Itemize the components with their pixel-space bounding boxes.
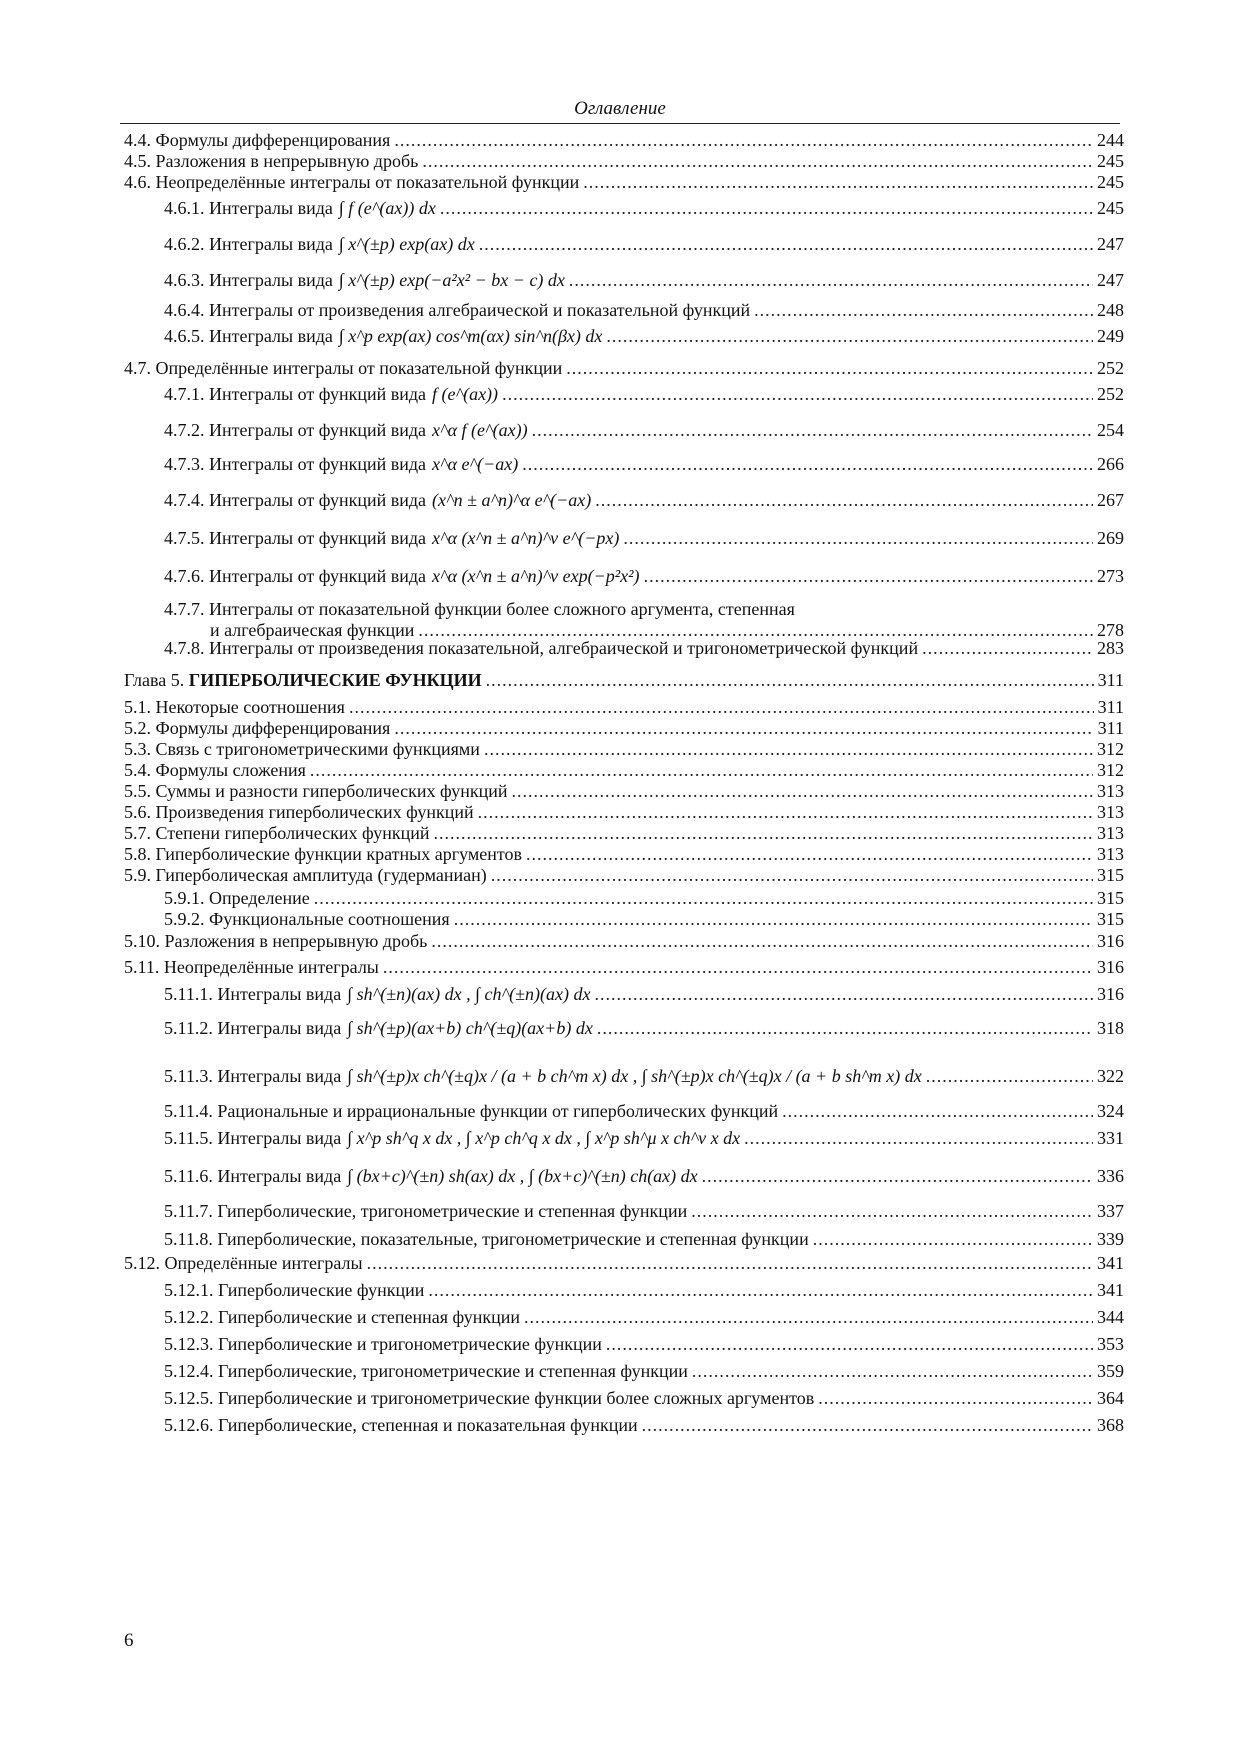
toc-entry[interactable] [164,232,1124,256]
toc-entry[interactable] [124,863,1124,887]
toc-entry-page: 331 [1097,1128,1124,1148]
toc-entry-page: 269 [1097,528,1124,548]
toc-entry-page: 311 [1097,718,1124,738]
toc-entry-title: 5.12.5. Гиперболические и тригонометрические функции более сложных аргументов [164,1388,815,1408]
toc-entry-page: 336 [1097,1166,1124,1186]
dot-leader [431,929,1093,953]
header-rule [120,123,1120,124]
toc-entry[interactable] [124,929,1124,953]
toc-entry-title: 4.7.2. Интегралы от функций вида [164,420,426,440]
toc-entry-title: 5.12.3. Гиперболические и тригонометрические функции [164,1334,602,1354]
toc-entry[interactable] [164,452,1124,476]
toc-entry-title: 4.6. Неопределённые интегралы от показательной функции [124,172,580,192]
dot-leader [566,356,1093,380]
dot-leader [594,982,1093,1006]
toc-entry[interactable] [164,382,1124,406]
toc-entry-title: 4.6.4. Интегралы от произведения алгебраической и показательной функций [164,300,751,320]
toc-entry[interactable] [164,1386,1124,1410]
toc-entry[interactable] [164,526,1124,550]
toc-entry-title: 5.11.7. Гиперболические, тригонометрические и степенная функции [164,1201,688,1221]
toc-entry-formula: ∫ x^p exp(ax) cos^m(αx) sin^n(βx) dx [338,326,603,346]
toc-entry-title: 5.10. Разложения в непрерывную дробь [124,931,428,951]
toc-entry-page: 316 [1097,931,1124,951]
toc-entry-page: 311 [1097,697,1124,717]
toc-entry[interactable] [164,564,1124,588]
toc-entry[interactable] [164,268,1124,292]
toc-entry[interactable] [164,1016,1124,1040]
dot-leader [597,1016,1093,1040]
toc-entry[interactable] [124,356,1124,380]
dot-leader [813,1227,1093,1251]
dot-leader [479,232,1093,256]
toc-entry-page: 313 [1097,844,1124,864]
toc-entry[interactable] [164,418,1124,442]
toc-entry-formula: x^α (x^n ± a^n)^ν exp(−p²x²) [432,566,640,586]
toc-entry[interactable] [164,1199,1124,1223]
toc-entry-formula: ∫ sh^(±p)x ch^(±q)x / (a + b ch^m x) dx , ∫ sh^(±p)x ch^(±q)x / (a + b sh^m x) dx [347,1066,922,1086]
toc-entry[interactable] [164,1126,1124,1150]
toc-entry-formula: ∫ f (e^(ax)) dx [338,198,436,218]
toc-entry-title: 5.12.4. Гиперболические, тригонометрические и степенная функции [164,1361,688,1381]
toc-entry[interactable] [164,324,1124,348]
dot-leader [692,1359,1093,1383]
toc-entry-page: 267 [1097,490,1124,510]
toc-entry[interactable] [164,1332,1124,1356]
toc-entry-title: 5.11.6. Интегралы вида [164,1166,342,1186]
toc-entry-page: 249 [1097,326,1124,346]
toc-entry-formula: x^α f (e^(ax)) [432,420,528,440]
toc-entry[interactable] [124,1251,1124,1275]
toc-entry[interactable] [164,1064,1124,1088]
dot-leader [922,636,1093,660]
dot-leader [583,170,1093,194]
dot-leader [754,298,1093,322]
toc-entry-title: 5.8. Гиперболические функции кратных аргументов [124,844,522,864]
toc-entry[interactable] [164,1164,1124,1188]
toc-entry[interactable] [164,982,1124,1006]
dot-leader [522,452,1093,476]
toc-entry-page: 324 [1097,1101,1124,1121]
toc-entry-title: 5.1. Некоторые соотношения [124,697,345,717]
toc-entry-formula: ∫ sh^(±n)(ax) dx , ∫ ch^(±n)(ax) dx [347,984,591,1004]
toc-entry-page: 248 [1097,300,1124,320]
toc-entry[interactable] [164,1099,1124,1123]
toc-entry-page: 252 [1097,384,1124,404]
toc-entry-page: 244 [1097,130,1124,150]
toc-entry-title: 4.7.3. Интегралы от функций вида [164,454,426,474]
dot-leader [524,1305,1093,1329]
toc-entry-page: 254 [1097,420,1124,440]
toc-entry-title: Интегралы от показательной функции более сложного аргумента, степенная [209,599,795,619]
toc-entry-formula: ∫ (bx+c)^(±n) sh(ax) dx , ∫ (bx+c)^(±n) ch(ax) dx [347,1166,698,1186]
toc-entry-title: 5.11. Неопределённые интегралы [124,957,379,977]
toc-entry-page: 247 [1097,270,1124,290]
toc-entry-formula: ∫ x^p sh^q x dx , ∫ x^p ch^q x dx , ∫ x^p sh^μ x ch^ν x dx [347,1128,741,1148]
toc-entry[interactable] [164,1305,1124,1329]
dot-leader [428,1278,1093,1302]
toc-entry[interactable] [164,1227,1124,1251]
toc-entry-page: 315 [1097,888,1124,908]
toc-entry-page: 353 [1097,1334,1124,1354]
toc-entry[interactable] [164,907,1124,931]
dot-leader [744,1126,1093,1150]
dot-leader [691,1199,1093,1223]
toc-entry-formula: x^α (x^n ± a^n)^ν e^(−px) [432,528,620,548]
toc-entry-page: 337 [1097,1201,1124,1221]
toc-entry-page: 273 [1097,566,1124,586]
page-number: 6 [124,1630,134,1651]
dot-leader [606,324,1093,348]
toc-entry[interactable] [124,955,1124,979]
chapter-number: Глава 5. [124,670,189,690]
toc-entry[interactable] [124,668,1124,692]
toc-entry-formula: f (e^(ax)) [432,384,499,404]
toc-entry-formula: ∫ sh^(±p)(ax+b) ch^(±q)(ax+b) dx [347,1018,593,1038]
dot-leader [454,907,1093,931]
toc-entry-page: 278 [1097,620,1124,640]
chapter-title: ГИПЕРБОЛИЧЕСКИЕ ФУНКЦИИ [188,670,482,690]
toc-entry-title: 4.4. Формулы дифференцирования [124,130,391,150]
toc-entry-page: 311 [1097,670,1124,690]
toc-entry-page: 368 [1097,1415,1124,1435]
toc-entry-page: 316 [1097,957,1124,977]
toc-entry-formula: x^α e^(−ax) [432,454,519,474]
dot-leader [644,564,1093,588]
toc-entry-formula: ∫ x^(±p) exp(ax) dx [338,234,475,254]
dot-leader [606,1332,1093,1356]
toc-entry-title: 5.11.4. Рациональные и иррациональные функции от гиперболических функций [164,1101,779,1121]
toc-entry-title: 4.7.4. Интегралы от функций вида [164,490,426,510]
dot-leader [367,1251,1093,1275]
toc-entry-title: 5.9.1. Определение [164,888,310,908]
toc-entry-title: 5.2. Формулы дифференцирования [124,718,391,738]
toc-entry-page: 316 [1097,984,1124,1004]
toc-entry-title: 5.11.5. Интегралы вида [164,1128,342,1148]
dot-leader [486,668,1094,692]
toc-entry-title-cont: и алгебраическая функции [210,620,415,640]
running-header: Оглавление [574,98,666,119]
toc-entry-title: 4.7.6. Интегралы от функций вида [164,566,426,586]
toc-entry-title: 5.11.1. Интегралы вида [164,984,342,1004]
toc-entry-title: 4.7.8. Интегралы от произведения показательной, алгебраической и тригонометрической функций [164,638,919,658]
toc-entry-title: 5.11.2. Интегралы вида [164,1018,342,1038]
toc-entry-page: 339 [1097,1229,1124,1249]
dot-leader [782,1099,1093,1123]
toc-entry-page: 364 [1097,1388,1124,1408]
toc-entry[interactable] [164,1278,1124,1302]
dot-leader [502,382,1093,406]
toc-entry-title: 5.6. Произведения гиперболических функций [124,802,474,822]
toc-entry[interactable] [164,298,1124,322]
toc-entry-page: 315 [1097,865,1124,885]
toc-entry[interactable] [164,196,1124,220]
toc-entry[interactable] [164,636,1124,660]
toc-entry-title: 4.6.5. Интегралы вида [164,326,333,346]
toc-entry[interactable] [164,1359,1124,1383]
toc-entry-title: 5.11.8. Гиперболические, показательные, тригонометрические и степенная функции [164,1229,809,1249]
toc-entry-title: 5.9.2. Функциональные соотношения [164,909,450,929]
toc-entry-page: 266 [1097,454,1124,474]
toc-entry-page: 322 [1097,1066,1124,1086]
toc-entry-page: 313 [1097,802,1124,822]
toc-entry-page: 344 [1097,1307,1124,1327]
toc-entry-page: 245 [1097,172,1124,192]
toc-entry-formula: (x^n ± a^n)^α e^(−ax) [432,490,592,510]
toc-entry-page: 313 [1097,823,1124,843]
toc-entry-title: 5.12.1. Гиперболические функции [164,1280,425,1300]
toc-entry-title: 5.12.6. Гиперболические, степенная и показательная функции [164,1415,638,1435]
toc-entry-formula: ∫ x^(±p) exp(−a²x² − bx − c) dx [338,270,565,290]
toc-entry-page: 315 [1097,909,1124,929]
toc-entry-title: 5.4. Формулы сложения [124,760,306,780]
toc-entry-page: 312 [1097,760,1124,780]
toc-entry-title: 4.7.1. Интегралы от функций вида [164,384,426,404]
toc-entry-page: 245 [1097,198,1124,218]
toc-entry[interactable] [164,488,1124,512]
toc-entry-page: 245 [1097,151,1124,171]
toc-entry-page: 318 [1097,1018,1124,1038]
toc-entry-title: 4.6.1. Интегралы вида [164,198,333,218]
dot-leader [818,1386,1093,1410]
toc-entry-title: 5.7. Степени гиперболических функций [124,823,430,843]
toc-entry-page: 341 [1097,1253,1124,1273]
toc-entry-page: 359 [1097,1361,1124,1381]
toc-entry-title: 5.11.3. Интегралы вида [164,1066,342,1086]
toc-entry-title: 5.3. Связь с тригонометрическими функциями [124,739,480,759]
toc-entry-title: 4.5. Разложения в непрерывную дробь [124,151,419,171]
toc-entry-page: 283 [1097,638,1124,658]
toc-entry-page: 313 [1097,781,1124,801]
toc-entry-page: 247 [1097,234,1124,254]
dot-leader [491,863,1093,887]
toc-entry-title: 4.6.2. Интегралы вида [164,234,333,254]
toc-entry-title: 5.12. Определённые интегралы [124,1253,363,1273]
dot-leader [926,1064,1093,1088]
dot-leader [623,526,1093,550]
dot-leader [642,1413,1093,1437]
toc-entry-page: 341 [1097,1280,1124,1300]
toc-entry[interactable] [164,1413,1124,1437]
dot-leader [569,268,1093,292]
toc-entry-page: 252 [1097,358,1124,378]
dot-leader [440,196,1093,220]
toc-entry-title: 5.12.2. Гиперболические и степенная функции [164,1307,520,1327]
dot-leader [702,1164,1093,1188]
toc-entry-title: 5.9. Гиперболическая амплитуда (гудерманиан) [124,865,487,885]
toc-entry-page: 312 [1097,739,1124,759]
toc-entry-title: 4.7. Определённые интегралы от показательной функции [124,358,563,378]
toc-entry-title: 5.5. Суммы и разности гиперболических функций [124,781,508,801]
toc-entry-title: 4.7.5. Интегралы от функций вида [164,528,426,548]
dot-leader [383,955,1093,979]
dot-leader [595,488,1093,512]
toc-entry[interactable] [124,170,1124,194]
toc-entry-title: 4.6.3. Интегралы вида [164,270,333,290]
toc-entry-number: 4.7.7. [164,599,209,619]
dot-leader [532,418,1093,442]
toc-entry-title [124,668,482,692]
